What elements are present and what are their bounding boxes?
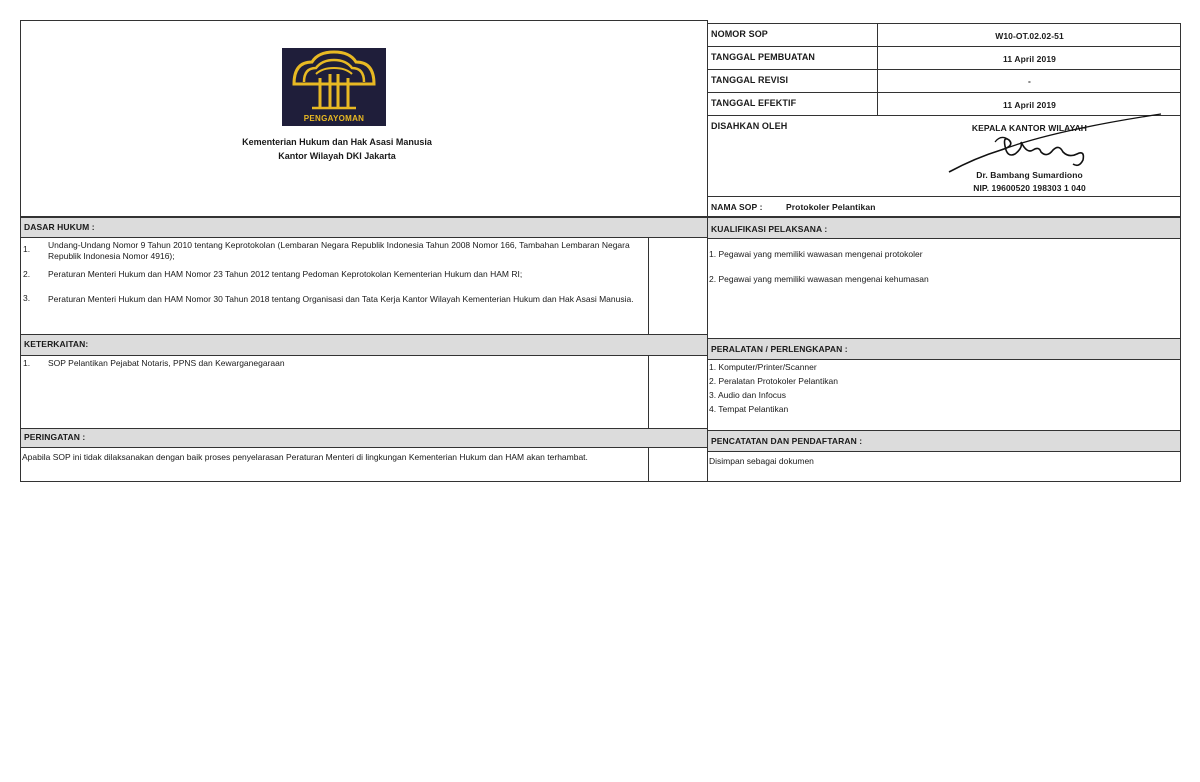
tanggal-pembuatan-label: TANGGAL PEMBUATAN (711, 52, 816, 62)
dasar-hukum-item-3: Peraturan Menteri Hukum dan HAM Nomor 30 Tahun 2018 tentang Organisasi dan Tata Kerja Kantor Wilayah Kementerian Hukum dan Hak Asasi Manusia. (48, 294, 634, 304)
peralatan-item-3: 3. Audio dan Infocus (709, 390, 787, 400)
peralatan-item-4: 4. Tempat Pelantikan (709, 404, 789, 414)
dasar-hukum-item-2: Peraturan Menteri Hukum dan HAM Nomor 23 Tahun 2012 tentang Pedoman Keprotokolan Kementerian Hukum dan HAM RI; (48, 269, 523, 279)
peringatan-text: Apabila SOP ini tidak dilaksanakan dengan baik proses penyelarasan Peraturan Menteri di lingkungan Kementerian Hukum dan HAM akan terhambat. (22, 452, 588, 462)
logo-text: PENGAYOMAN (303, 114, 365, 123)
office-name: Kantor Wilayah DKI Jakarta (278, 151, 396, 161)
signer-title: KEPALA KANTOR WILAYAH (971, 123, 1088, 133)
pengayoman-tree-icon (282, 48, 386, 114)
dasar-hukum-num-3: 3. (23, 293, 31, 303)
peralatan-item-2: 2. Peralatan Protokoler Pelantikan (709, 376, 838, 386)
signer-name: Dr. Bambang Sumardiono (976, 170, 1083, 180)
pencatatan-title: PENCATATAN DAN PENDAFTARAN : (711, 436, 863, 446)
ministry-name: Kementerian Hukum dan Hak Asasi Manusia (242, 137, 432, 147)
kualifikasi-title: KUALIFIKASI PELAKSANA : (711, 224, 828, 234)
pencatatan-text: Disimpan sebagai dokumen (709, 456, 814, 466)
nama-sop-value: Protokoler Pelantikan (786, 202, 876, 212)
dasar-hukum-num-1: 1. (23, 244, 31, 254)
keterkaitan-item-1: SOP Pelantikan Pejabat Notaris, PPNS dan Kewarganegaraan (48, 358, 285, 368)
dasar-hukum-title: DASAR HUKUM : (24, 222, 95, 232)
tanggal-efektif-value: 11 April 2019 (1003, 100, 1056, 110)
pengayoman-logo (282, 48, 386, 126)
keterkaitan-num-1: 1. (23, 358, 31, 368)
peringatan-title: PERINGATAN : (24, 432, 86, 442)
tanggal-revisi-label: TANGGAL REVISI (711, 75, 789, 85)
kualifikasi-item-2: 2. Pegawai yang memiliki wawasan mengenai kehumasan (709, 274, 929, 284)
nama-sop-label: NAMA SOP : (711, 202, 763, 212)
peralatan-title: PERALATAN / PERLENGKAPAN : (711, 344, 848, 354)
keterkaitan-title: KETERKAITAN: (24, 339, 89, 349)
tanggal-revisi-value: - (1028, 76, 1031, 86)
keterkaitan-header-bar (21, 334, 707, 355)
peringatan-header-bar (21, 428, 707, 447)
nomor-sop-value: W10-OT.02.02-51 (995, 31, 1064, 41)
kualifikasi-item-1: 1. Pegawai yang memiliki wawasan mengenai protokoler (709, 249, 923, 259)
peralatan-item-1: 1. Komputer/Printer/Scanner (709, 362, 817, 372)
nomor-sop-label: NOMOR SOP (711, 29, 768, 39)
dasar-hukum-header-bar (21, 218, 707, 237)
signer-nip: NIP. 19600520 198303 1 040 (973, 183, 1086, 193)
tanggal-efektif-label: TANGGAL EFEKTIF (711, 98, 797, 108)
dasar-hukum-item-1: Undang-Undang Nomor 9 Tahun 2010 tentang Keprotokolan (Lembaran Negara Republik Indonesia Tahun 2008 Nomor 166, Tambahan Lembaran Negara Republik Indonesia Nomor 4916); (48, 240, 630, 261)
disahkan-oleh-label: DISAHKAN OLEH (711, 121, 788, 131)
tanggal-pembuatan-value: 11 April 2019 (1003, 54, 1056, 64)
dasar-hukum-num-2: 2. (23, 269, 31, 279)
